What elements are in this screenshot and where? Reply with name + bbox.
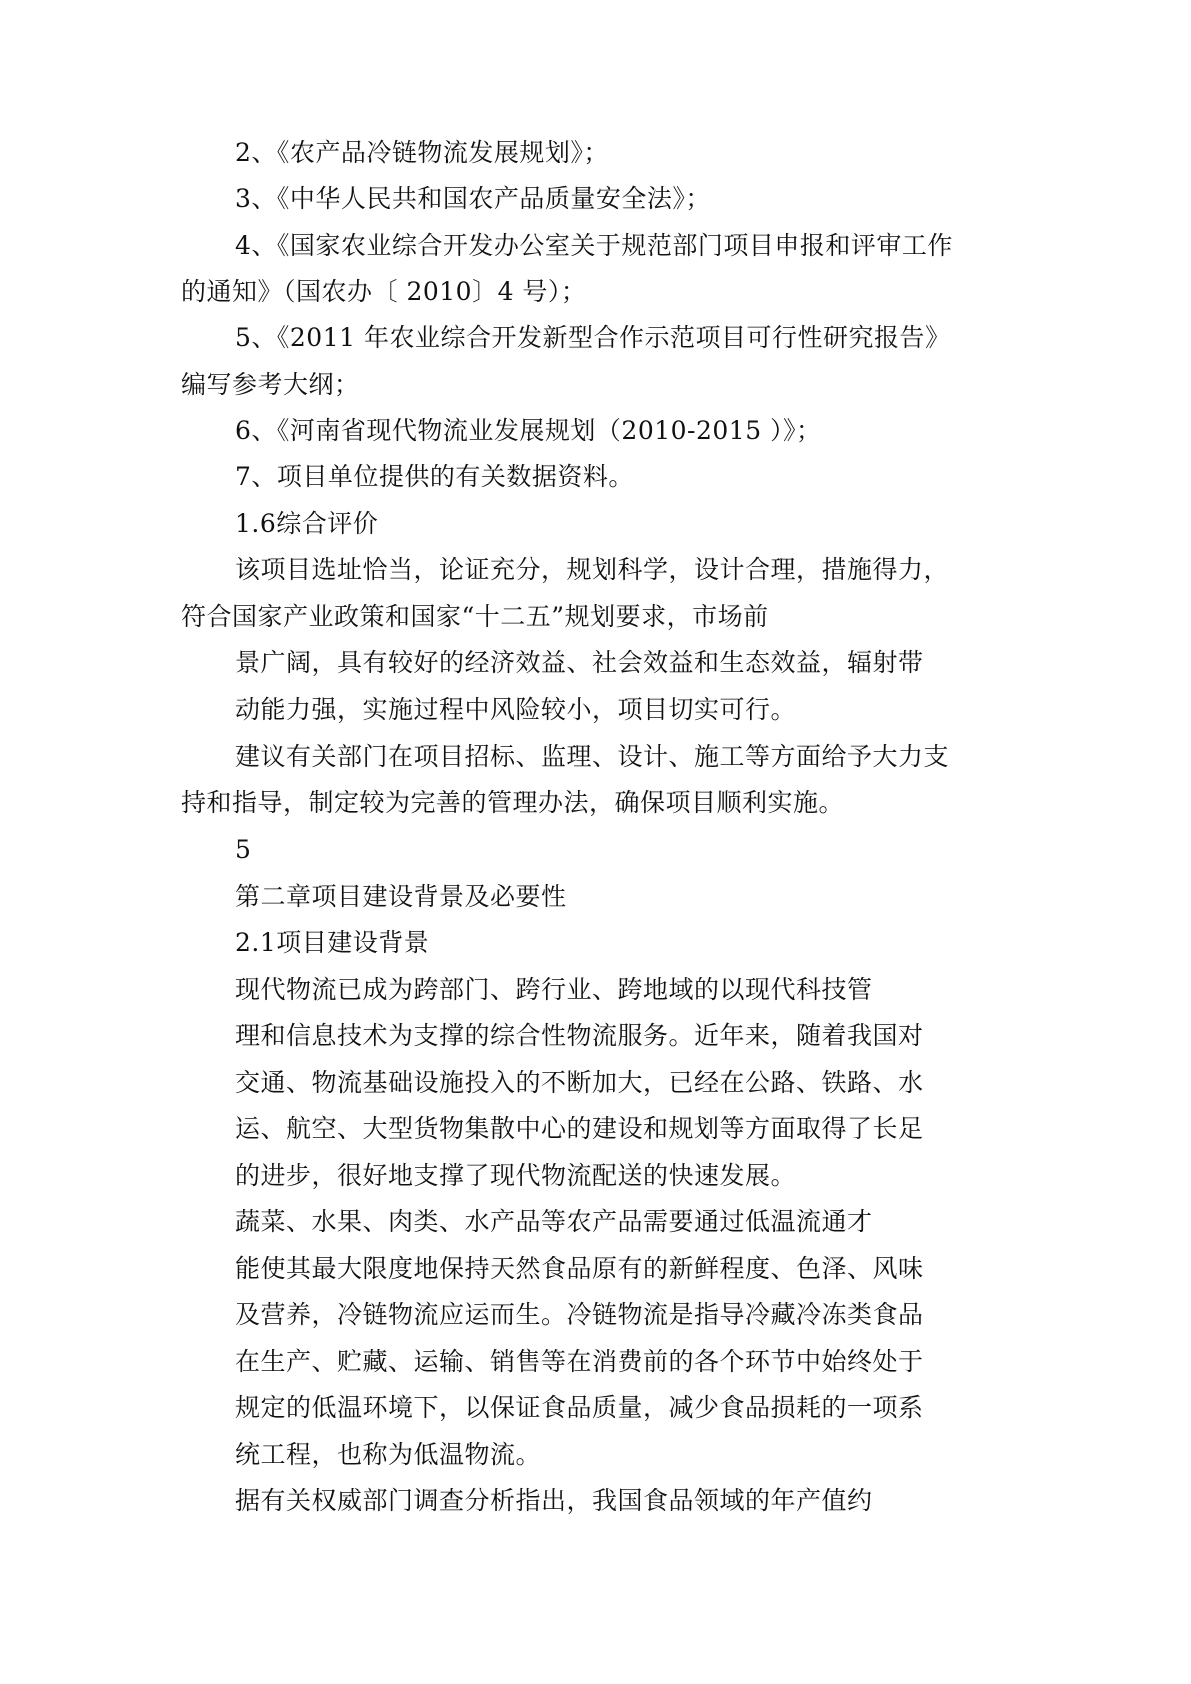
reference-item-4-continued: 的通知》（国农办〔 2010〕4 号）；	[181, 277, 587, 306]
paragraph-line: 持和指导，制定较为完善的管理办法，确保项目顺利实施。	[181, 788, 845, 817]
paragraph-line: 景广阔，具有较好的经济效益、社会效益和生态效益，辐射带	[235, 648, 924, 677]
paragraph-line: 统工程，也称为低温物流。	[235, 1440, 542, 1469]
paragraph-line: 符合国家产业政策和国家“十二五”规划要求，市场前	[181, 602, 769, 631]
reference-item-6: 6、《河南省现代物流业发展规划（2010-2015 ）》；	[235, 416, 822, 445]
paragraph-line: 的进步，很好地支撑了现代物流配送的快速发展。	[235, 1161, 797, 1190]
chapter-heading: 第二章项目建设背景及必要性	[235, 882, 567, 911]
reference-item-5-continued: 编写参考大纲；	[181, 370, 360, 399]
paragraph-line: 运、航空、大型货物集散中心的建设和规划等方面取得了长足	[235, 1114, 924, 1143]
paragraph-line: 理和信息技术为支撑的综合性物流服务。近年来，随着我国对	[235, 1021, 924, 1050]
page-number: 5	[235, 835, 252, 864]
paragraph-line: 在生产、贮藏、运输、销售等在消费前的各个环节中始终处于	[235, 1347, 924, 1376]
reference-item-5: 5、《2011 年农业综合开发新型合作示范项目可行性研究报告》	[235, 323, 951, 352]
reference-item-4: 4、《国家农业综合开发办公室关于规范部门项目申报和评审工作	[235, 231, 953, 260]
paragraph-line: 据有关权威部门调查分析指出，我国食品领域的年产值约	[235, 1486, 873, 1515]
paragraph-line: 规定的低温环境下，以保证食品质量，减少食品损耗的一项系	[235, 1393, 924, 1422]
paragraph-line: 能使其最大限度地保持天然食品原有的新鲜程度、色泽、风味	[235, 1254, 924, 1283]
paragraph-line: 蔬菜、水果、肉类、水产品等农产品需要通过低温流通才	[235, 1207, 873, 1236]
paragraph-line: 动能力强，实施过程中风险较小，项目切实可行。	[235, 695, 797, 724]
paragraph-line: 交通、物流基础设施投入的不断加大，已经在公路、铁路、水	[235, 1068, 924, 1097]
paragraph-line: 建议有关部门在项目招标、监理、设计、施工等方面给予大力支	[235, 742, 950, 771]
reference-item-2: 2、《农产品冷链物流发展规划》；	[235, 138, 609, 167]
section-heading-2-1: 2.1项目建设背景	[235, 928, 430, 957]
section-heading-1-6: 1.6综合评价	[235, 509, 379, 538]
reference-item-7: 7、项目单位提供的有关数据资料。	[235, 462, 634, 491]
paragraph-line: 及营养，冷链物流应运而生。冷链物流是指导冷藏冷冻类食品	[235, 1300, 924, 1329]
paragraph-line: 现代物流已成为跨部门、跨行业、跨地域的以现代科技管	[235, 975, 873, 1004]
reference-item-3: 3、《中华人民共和国农产品质量安全法》；	[235, 184, 711, 213]
paragraph-line: 该项目选址恰当，论证充分，规划科学，设计合理，措施得力，	[235, 555, 950, 584]
